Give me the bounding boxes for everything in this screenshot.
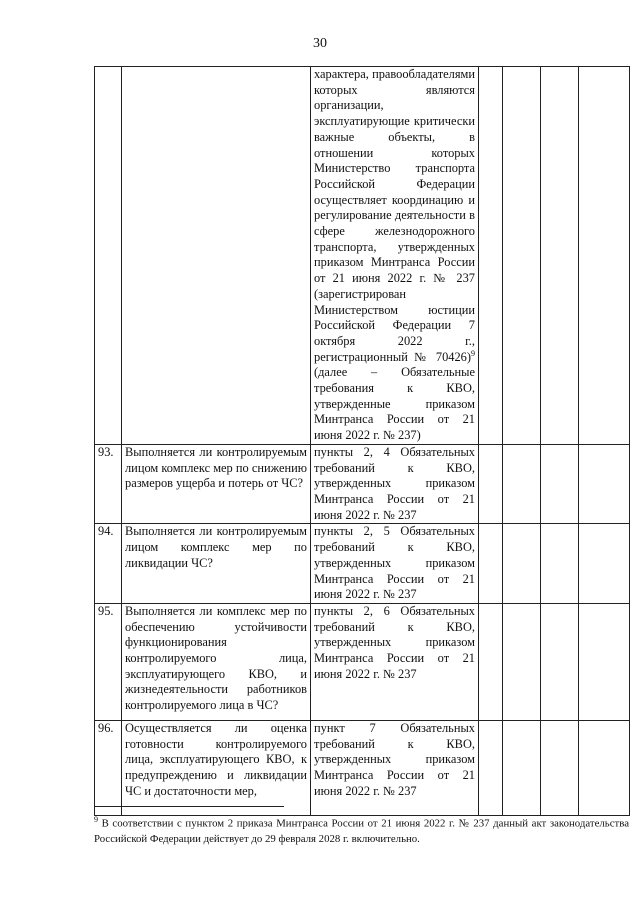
page-number: 30 bbox=[313, 36, 327, 51]
answer-cell-no bbox=[503, 720, 541, 815]
reference-cell bbox=[311, 67, 479, 445]
reference-text: характера, правообладателями которых являются организации, эксплуатирующие критически важные объекты, в отношении которых Министерство транспорта Российской Федерации осуществляет координацию и регулирование деятельности в сфере железнодорожного транспорта, утвержденных приказом Минтранса России от 21 июня 2022 г. № 237 (зарегистрирован Министерством юстиции Российской Федерации 7 октября 2022 г., регистрационный № 70426) bbox=[314, 67, 475, 364]
question-cell: Выполняется ли контролируемым лицом комплекс мер по ликвидации ЧС? bbox=[122, 524, 311, 604]
answer-cell-yes bbox=[479, 720, 503, 815]
reference-cell: пункты 2, 6 Обязательных требований к КВО, утвержденных приказом Минтранса России от 21 июня 2022 г. № 237 bbox=[311, 603, 479, 720]
footnote-number: 9 bbox=[94, 815, 98, 824]
answer-cell-yes bbox=[479, 67, 503, 445]
footnote-text: В соответствии с пунктом 2 приказа Минтранса России от 21 июня 2022 г. № 237 данный акт законодательства Российской Федерации действует до 29 февраля 2028 г. включительно. bbox=[94, 817, 629, 845]
question-cell: Выполняется ли контролируемым лицом комплекс мер по снижению размеров ущерба и потерь от ЧС? bbox=[122, 444, 311, 524]
reference-cell: пункты 2, 4 Обязательных требований к КВО, утвержденных приказом Минтранса России от 21 июня 2022 г. № 237 bbox=[311, 444, 479, 524]
answer-cell-yes bbox=[479, 603, 503, 720]
row-number: 93. bbox=[95, 444, 122, 524]
footnote-divider bbox=[94, 806, 284, 807]
answer-cell-na bbox=[541, 720, 579, 815]
table-row bbox=[95, 444, 630, 524]
answer-cell-no bbox=[503, 524, 541, 604]
notes-cell bbox=[579, 67, 630, 445]
answer-cell-yes bbox=[479, 524, 503, 604]
table-row bbox=[95, 720, 630, 815]
question-cell: Осуществляется ли оценка готовности контролируемого лица, эксплуатирующего КВО, к предупреждению и ликвидации ЧС и достаточности мер, bbox=[122, 720, 311, 815]
table-row bbox=[95, 524, 630, 604]
question-cell bbox=[122, 67, 311, 445]
answer-cell-na bbox=[541, 444, 579, 524]
answer-cell-no bbox=[503, 67, 541, 445]
notes-cell bbox=[579, 603, 630, 720]
checklist-table bbox=[94, 66, 630, 816]
answer-cell-na bbox=[541, 524, 579, 604]
answer-cell-na bbox=[541, 67, 579, 445]
table-row bbox=[95, 603, 630, 720]
row-number: 95. bbox=[95, 603, 122, 720]
question-cell: Выполняется ли комплекс мер по обеспечению устойчивости функционирования контролируемого лица, эксплуатирующего КВО, и жизнедеятельности работников контролируемого лица в ЧС? bbox=[122, 603, 311, 720]
answer-cell-no bbox=[503, 603, 541, 720]
row-number: 94. bbox=[95, 524, 122, 604]
answer-cell-no bbox=[503, 444, 541, 524]
row-number bbox=[95, 67, 122, 445]
reference-text-continued: (далее – Обязательные требования к КВО, утвержденные приказом Минтранса России от 21 июня 2022 г. № 237) bbox=[314, 365, 475, 443]
row-number: 96. bbox=[95, 720, 122, 815]
footnote-marker: 9 bbox=[471, 348, 475, 358]
notes-cell bbox=[579, 524, 630, 604]
answer-cell-yes bbox=[479, 444, 503, 524]
reference-cell: пункты 2, 5 Обязательных требований к КВО, утвержденных приказом Минтранса России от 21 июня 2022 г. № 237 bbox=[311, 524, 479, 604]
reference-cell: пункт 7 Обязательных требований к КВО, утвержденных приказом Минтранса России от 21 июня 2022 г. № 237 bbox=[311, 720, 479, 815]
notes-cell bbox=[579, 720, 630, 815]
table-row bbox=[95, 67, 630, 445]
notes-cell bbox=[579, 444, 630, 524]
answer-cell-na bbox=[541, 603, 579, 720]
footnote bbox=[94, 812, 629, 847]
